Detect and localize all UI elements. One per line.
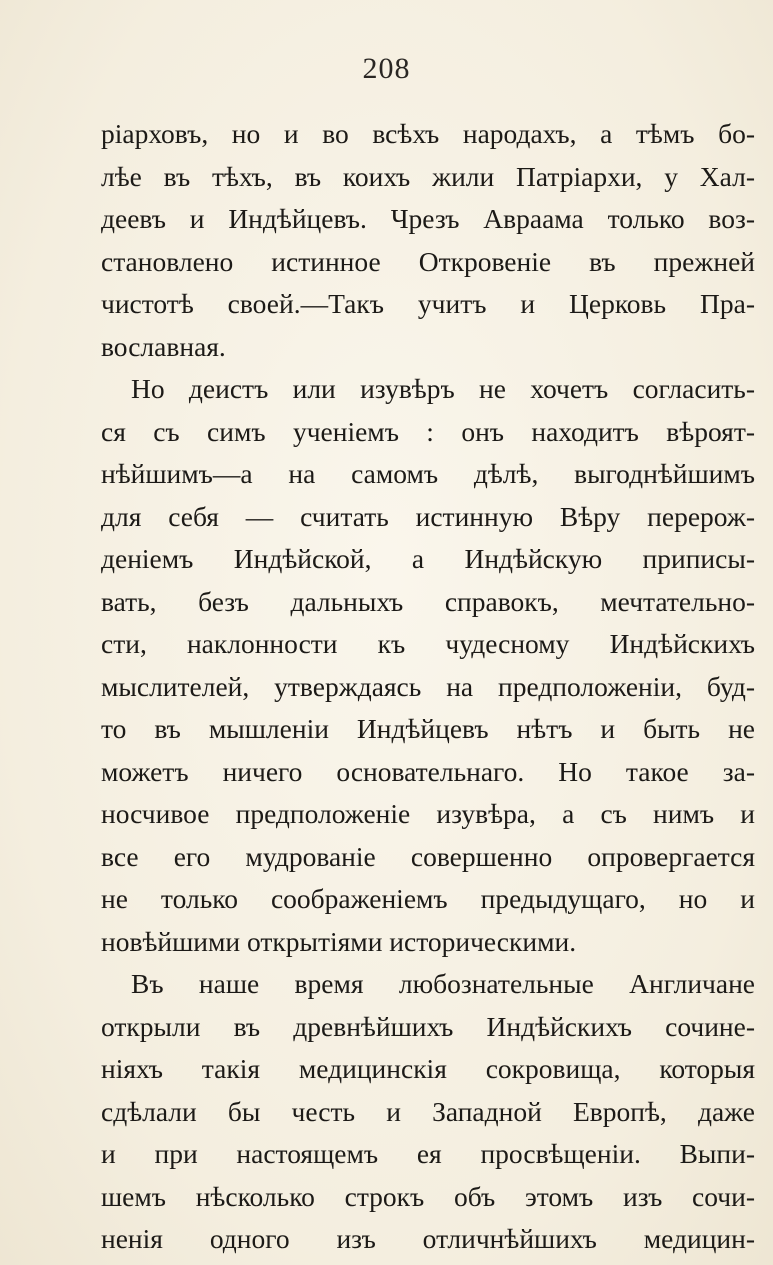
text-line: сти, наклонности къ чудесному Индѣйскихъ	[101, 628, 755, 659]
text-line: Въ наше время любознательные Англичане	[131, 968, 755, 999]
text-line: то въ мышленіи Индѣйцевъ нѣтъ и быть не	[101, 713, 755, 744]
text-line: чистотѣ своей.—Такъ учитъ и Церковь Пра-	[101, 288, 755, 319]
text-line: нѣйшимъ—а на самомъ дѣлѣ, выгоднѣйшимъ	[101, 458, 755, 489]
text-line: открыли въ древнѣйшихъ Индѣйскихъ сочине-	[101, 1010, 755, 1042]
text-line: можетъ ничего основательнаго. Но такое за-	[101, 755, 755, 787]
text-line: деніемъ Индѣйской, а Индѣйскую приписы-	[101, 543, 755, 574]
text-line: лѣе въ тѣхъ, въ коихъ жили Патріархи, у Хал-	[101, 160, 755, 192]
page-number: 208	[362, 52, 411, 85]
text-line: не только соображеніемъ предыдущаго, но и	[101, 883, 755, 914]
text-line: ся съ симъ ученіемъ : онъ находитъ вѣроят-	[101, 415, 755, 447]
text-line: для себя — считать истинную Вѣру перерож-	[101, 500, 755, 532]
text-line: новѣйшими открытіями историческими.	[101, 925, 577, 957]
text-line: мыслителей, утверждаясь на предположеніи, буд-	[101, 670, 755, 702]
body-text	[101, 113, 755, 1261]
text-line: носчивое предположеніе изувѣра, а съ нимъ и	[101, 798, 755, 829]
text-line: ріарховъ, но и во всѣхъ народахъ, а тѣмъ бо-	[101, 118, 755, 149]
text-line: и при настоящемъ ея просвѣщеніи. Выпи-	[101, 1138, 755, 1169]
text-line: ніяхъ такія медицинскія сокровища, которыя	[101, 1053, 755, 1084]
text-line: Но деистъ или изувѣръ не хочетъ согласить-	[131, 373, 755, 404]
text-line: вославная.	[101, 330, 226, 362]
text-line: шемъ нѣсколько строкъ объ этомъ изъ сочи-	[101, 1180, 755, 1212]
text-line: становлено истинное Откровеніе въ прежней	[101, 245, 755, 277]
text-line: ненія одного изъ отличнѣйшихъ медицин-	[101, 1223, 755, 1254]
text-line: вать, безъ дальныхъ справокъ, мечтательно-	[101, 585, 755, 617]
text-line: сдѣлали бы честь и Западной Европѣ, даже	[101, 1095, 755, 1127]
text-line: деевъ и Индѣйцевъ. Чрезъ Авраама только воз-	[101, 203, 755, 234]
text-line: все его мудрованіе совершенно опровергается	[101, 840, 755, 872]
